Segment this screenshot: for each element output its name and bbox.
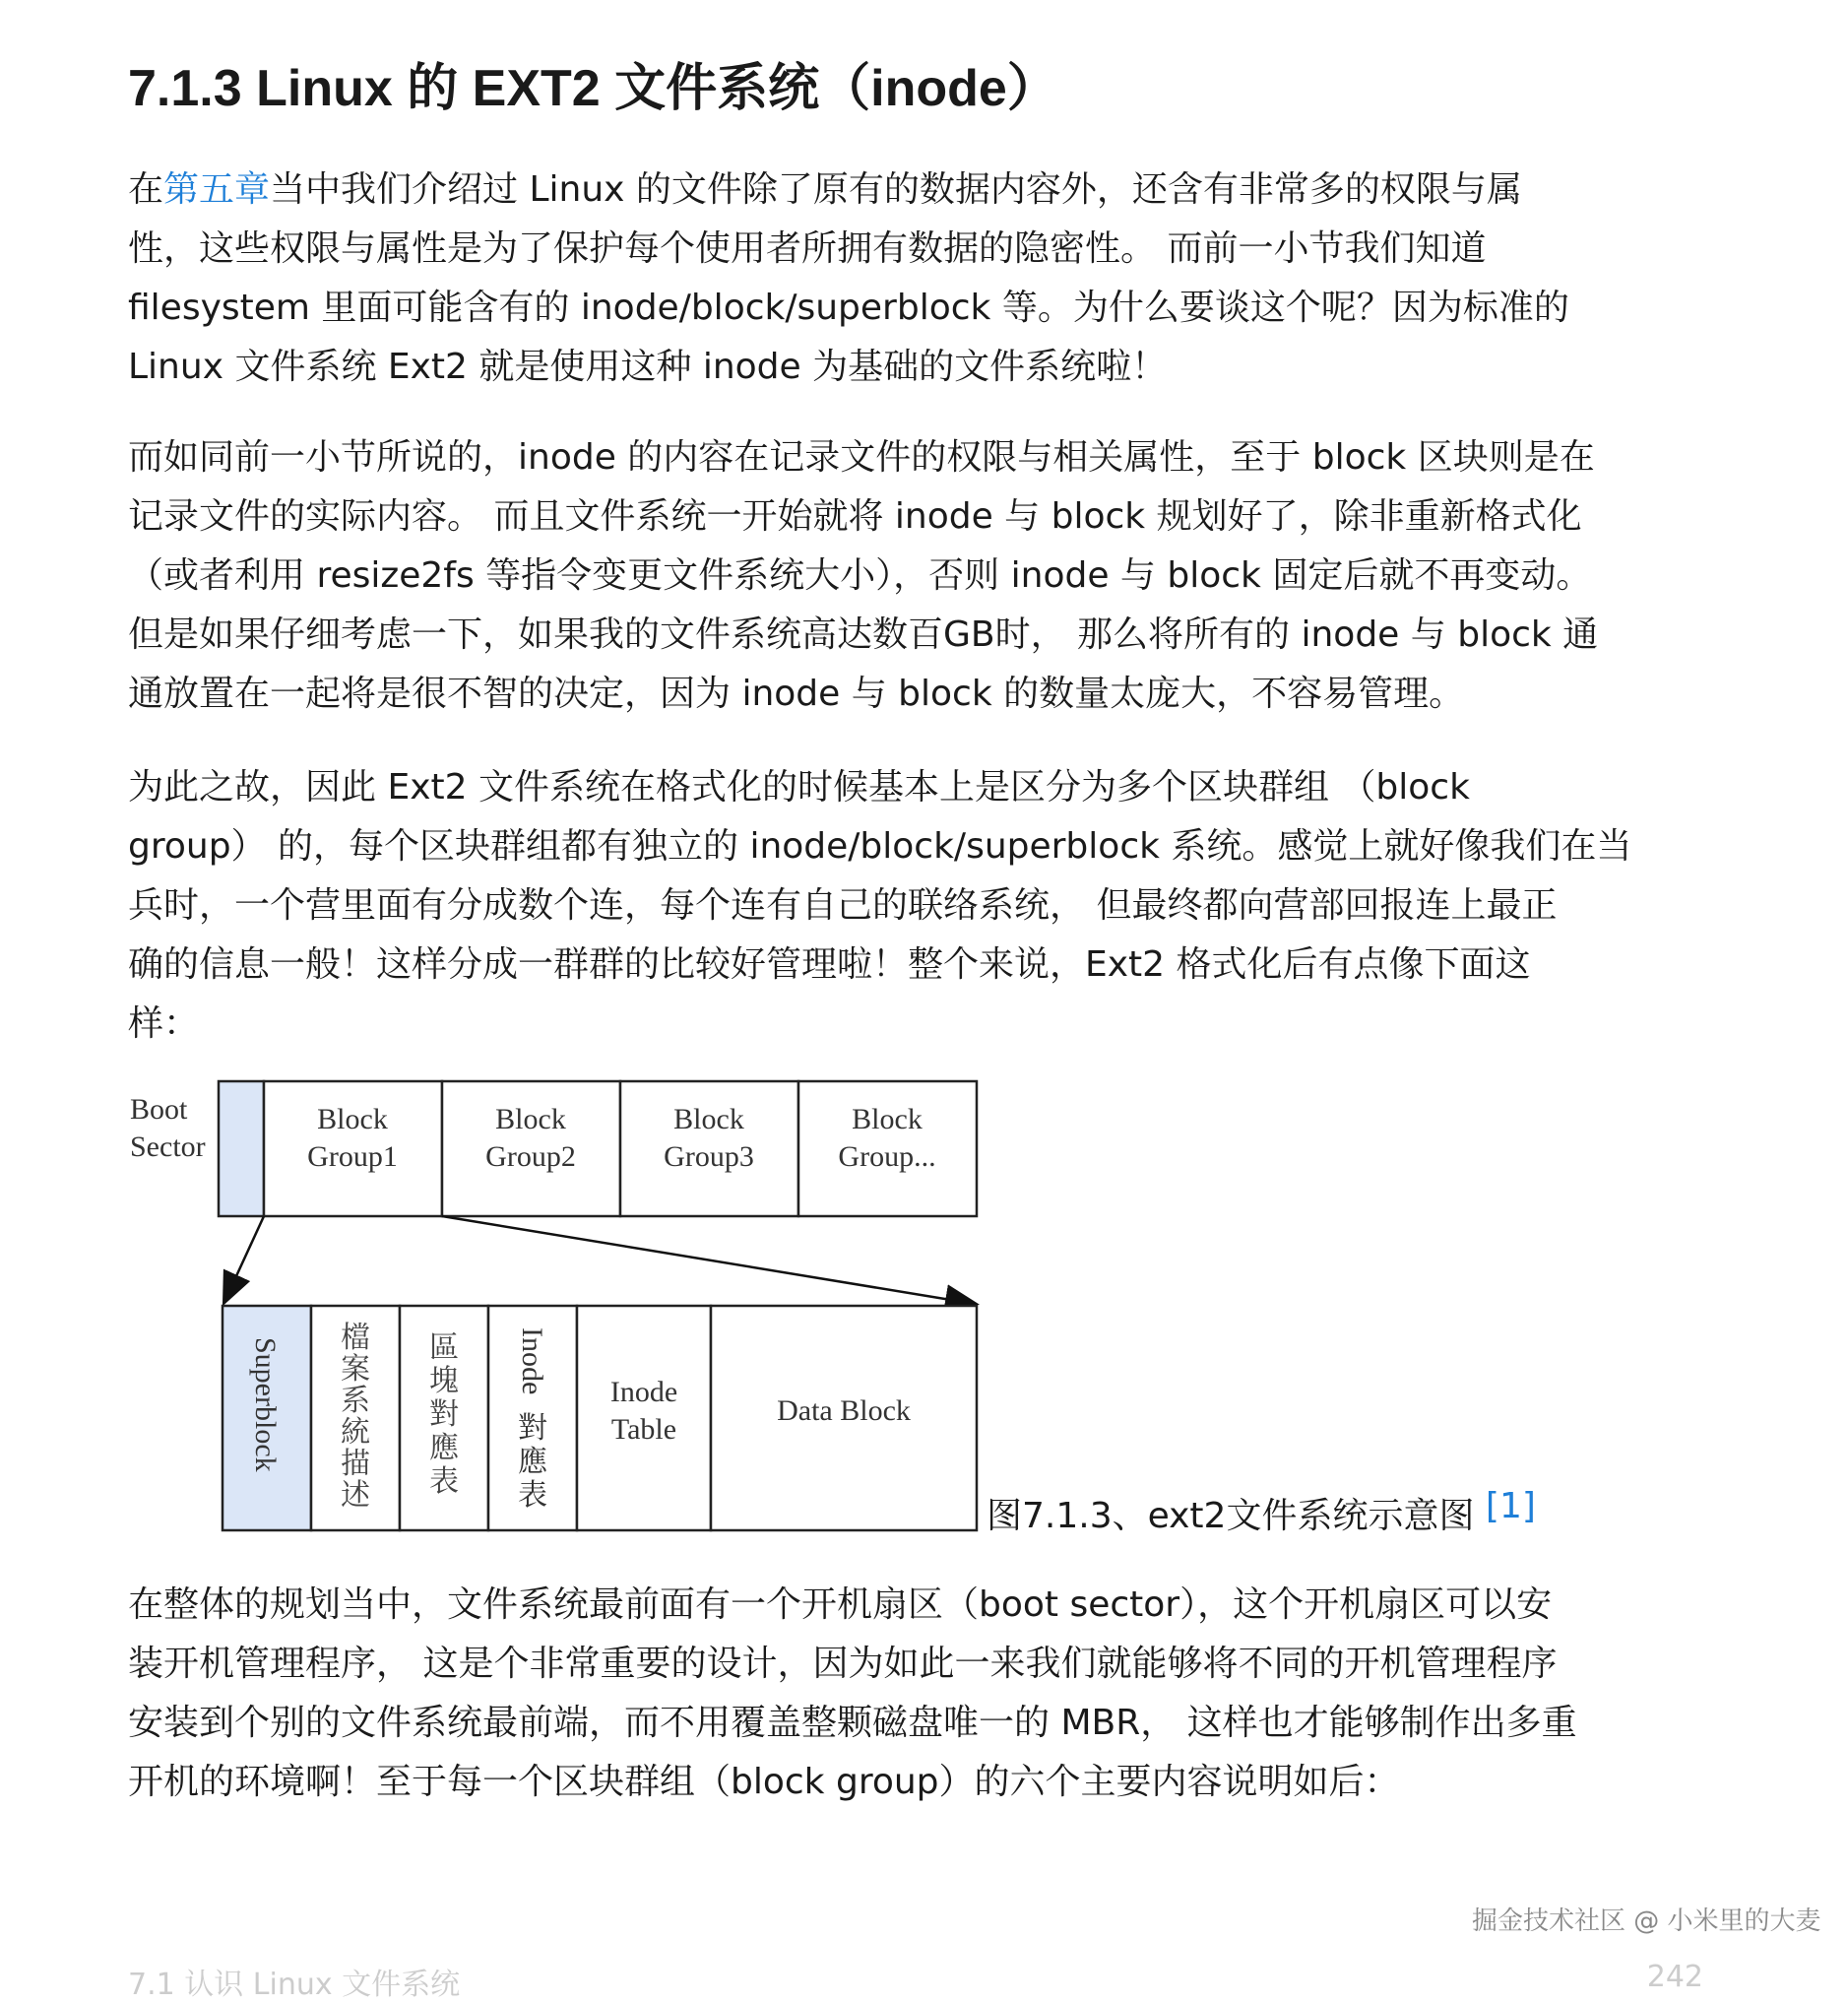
svg-text:Inode: Inode (516, 1327, 548, 1395)
block-group-n-label-a: Block (852, 1103, 923, 1135)
paragraph-4 (128, 1576, 1703, 1812)
block-group-1-label-a: Block (317, 1103, 388, 1135)
block-group-1-label-b: Group1 (307, 1140, 398, 1173)
block-group-3-label-b: Group3 (664, 1140, 754, 1173)
fs-descriptor-label (341, 1322, 370, 1512)
inode-table-label-b: Table (610, 1413, 677, 1446)
paragraph-4-line-1: 在整体的规划当中，文件系统最前面有一个开机扇区（boot sector），这个开机扇区可以安 (128, 1584, 1553, 1625)
ext2-layout-diagram (118, 1073, 1595, 1546)
svg-text:表: 表 (429, 1465, 459, 1498)
block-bitmap-label (429, 1331, 460, 1498)
footer-section-title: 7.1 认识 Linux 文件系统 (128, 1968, 461, 2002)
block-group-3-label-a: Block (673, 1103, 744, 1135)
expand-arrow-right (442, 1216, 975, 1304)
paragraph-2-line-2: 记录文件的实际内容。 而且文件系统一开始就将 inode 与 block 规划好了，除非重新格式化 (128, 496, 1582, 537)
paragraph-4-line-2: 装开机管理程序， 这是个非常重要的设计，因为如此一来我们就能够将不同的开机管理程序 (128, 1644, 1558, 1684)
paragraph-3-line-4: 确的信息一般！这样分成一群群的比较好管理啦！整个来说，Ext2 格式化后有点像下面这 (128, 944, 1531, 985)
paragraph-2-line-1: 而如同前一小节所说的，inode 的内容在记录文件的权限与相关属性，至于 block 区块则是在 (128, 437, 1595, 478)
footnote-ref-link[interactable]: [1] (1485, 1486, 1536, 1526)
svg-text:描: 描 (341, 1448, 370, 1480)
paragraph-1-line-1 (128, 161, 1703, 220)
boot-sector-label: Boot (130, 1093, 188, 1126)
figure-caption (987, 1487, 1536, 1546)
paragraph-3-line-5: 样： (128, 1003, 200, 1044)
svg-text:統: 統 (341, 1416, 370, 1449)
svg-text:區: 區 (429, 1331, 459, 1364)
paragraph-1-line-4: Linux 文件系统 Ext2 就是使用这种 inode 为基础的文件系统啦！ (128, 347, 1168, 387)
paragraph-3-line-1: 为此之故，因此 Ext2 文件系统在格式化的时候基本上是区分为多个区块群组 （block (128, 767, 1470, 808)
block-group-n-label-b: Group... (838, 1140, 936, 1173)
expand-arrow-left (224, 1216, 264, 1302)
paragraph-2 (128, 428, 1703, 724)
block-group-2-label-b: Group2 (485, 1140, 576, 1173)
svg-text:對: 對 (429, 1398, 459, 1431)
paragraph-4-line-4: 开机的环境啊！至于每一个区块群组（block group）的六个主要内容说明如后： (128, 1762, 1400, 1802)
svg-text:檔: 檔 (341, 1322, 370, 1354)
superblock-label: Superblock (249, 1337, 282, 1472)
boot-sector-label-2: Sector (130, 1131, 206, 1163)
boot-sector-cell (219, 1081, 264, 1216)
block-group-2-label-a: Block (495, 1103, 566, 1135)
inode-table-label-a: Inode (609, 1376, 678, 1408)
chapter-five-link[interactable]: 第五章 (163, 169, 271, 210)
footer-page-number: 242 (1646, 1960, 1703, 1994)
watermark: 掘金技术社区 @ 小米里的大麦 (1472, 1906, 1821, 1936)
page-footer (128, 1960, 1703, 2002)
paragraph-1 (128, 161, 1703, 397)
paragraph-2-line-3: （或者利用 resize2fs 等指令变更文件系统大小），否则 inode 与 block 固定后就不再变动。 (128, 555, 1592, 596)
paragraph-3-line-3: 兵时，一个营里面有分成数个连，每个连有自己的联络系统， 但最终都向营部回报连上最正 (128, 885, 1558, 926)
svg-text:述: 述 (341, 1479, 370, 1512)
paragraph-2-line-5: 通放置在一起将是很不智的决定，因为 inode 与 block 的数量太庞大，不容易管理。 (128, 674, 1465, 714)
paragraph-2-line-4: 但是如果仔细考虑一下，如果我的文件系统高达数百GB时， 那么将所有的 inode 与 block 通 (128, 614, 1599, 655)
svg-text:應: 應 (518, 1446, 547, 1478)
svg-text:應: 應 (429, 1432, 459, 1464)
paragraph-3 (128, 758, 1703, 1054)
svg-text:塊: 塊 (429, 1365, 459, 1397)
svg-text:表: 表 (518, 1479, 547, 1512)
svg-text:對: 對 (518, 1412, 547, 1445)
inode-bitmap-label (516, 1327, 548, 1512)
paragraph-1-line-1-text: 当中我们介绍过 Linux 的文件除了原有的数据内容外，还含有非常多的权限与属 (270, 169, 1522, 210)
data-block-label: Data Block (777, 1394, 911, 1427)
paragraph-1-lead: 在 (128, 169, 164, 210)
svg-text:案: 案 (341, 1353, 370, 1386)
svg-text:系: 系 (341, 1385, 370, 1417)
page-title: 7.1.3 Linux 的 EXT2 文件系统（inode） (128, 60, 1058, 117)
paragraph-1-line-3: filesystem 里面可能含有的 inode/block/superblock 等。为什么要谈这个呢？因为标准的 (128, 288, 1569, 328)
figure-caption-text: 图7.1.3、ext2文件系统示意图 (987, 1496, 1475, 1536)
paragraph-4-line-3: 安装到个别的文件系统最前端，而不用覆盖整颗磁盘唯一的 MBR， 这样也才能够制作出多重 (128, 1703, 1577, 1743)
paragraph-1-line-2: 性，这些权限与属性是为了保护每个使用者所拥有数据的隐密性。 而前一小节我们知道 (128, 228, 1487, 269)
paragraph-3-line-2: group） 的，每个区块群组都有独立的 inode/block/superblock 系统。感觉上就好像我们在当 (128, 826, 1632, 867)
